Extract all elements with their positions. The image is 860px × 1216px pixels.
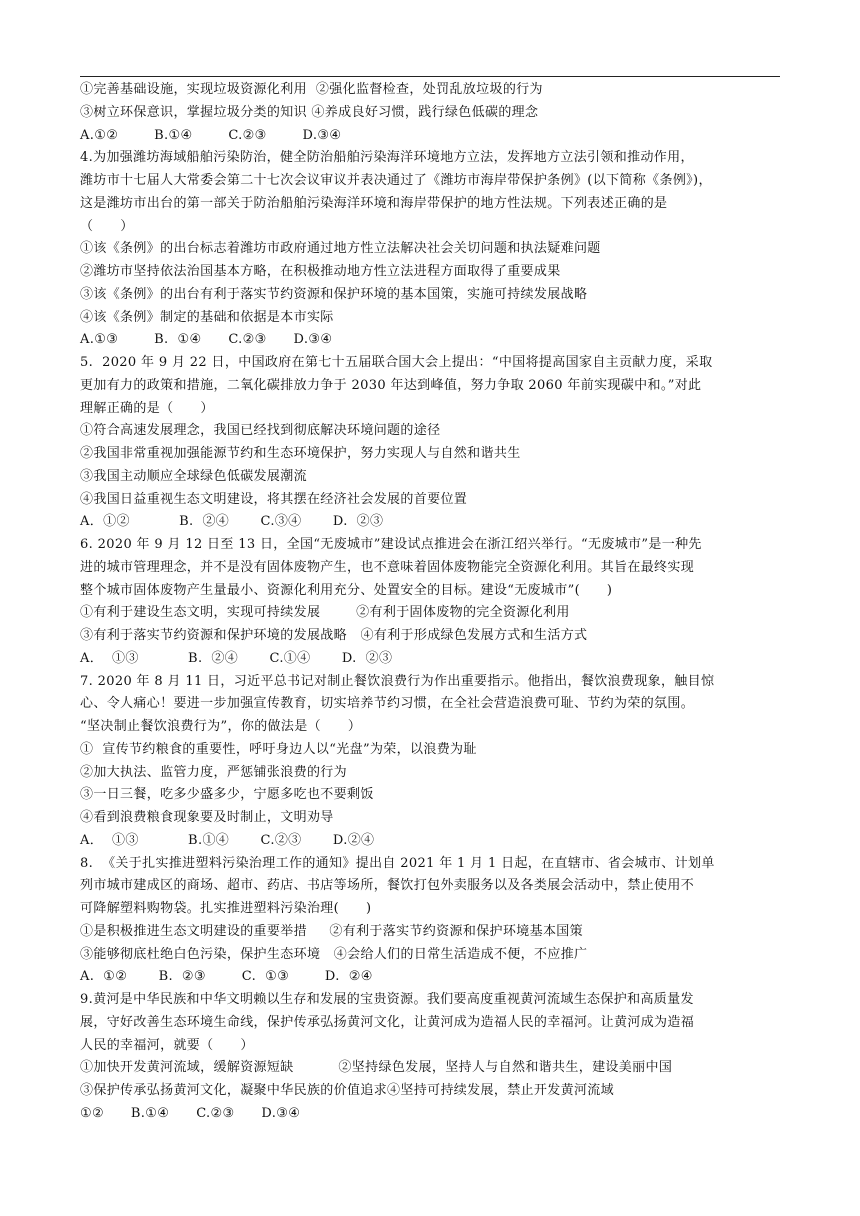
text-line: 4.为加强潍坊海域船舶污染防治，健全防治船舶污染海洋环境地方立法，发挥地方立法引领和推动作用， (80, 150, 694, 166)
text-line: 整个城市固体废物产生量最小、资源化利用充分、处置安全的目标。建设“无废城市”( ) (80, 582, 613, 598)
text-line: ②潍坊市坚持依法治国基本方略，在积极推动地方性立法进程方面取得了重要成果 (80, 264, 561, 279)
text-line: 展，守好改善生态环境生命线，保护传承弘扬黄河文化，让黄河成为造福人民的幸福河。让黄河成为造福 (80, 1014, 695, 1030)
text-line: ③树立环保意识，掌握垃圾分类的知识 ④养成良好习惯，践行绿色低碳的理念 (80, 104, 539, 120)
text-line: ③我国主动顺应全球绿色低碳发展潮流 (80, 468, 307, 484)
text-line: ①完善基础设施，实现垃圾资源化利用 ②强化监督检查，处罚乱放垃圾的行为 (80, 82, 543, 97)
text-line: 理解正确的是（ ） (80, 400, 214, 416)
text-line: 9.黄河是中华民族和中华文明赖以生存和发展的宝贵资源。我们要高度重视黄河流域生态保护和高质量发 (80, 992, 694, 1007)
text-line: ②我国非常重视加强能源节约和生态环境保护，努力实现人与自然和谐共生 (80, 446, 521, 461)
text-line: A.①③ B. ①④ C.②③ D.③④ (80, 332, 333, 348)
text-line: A． ①③ B. ②④ C.①④ D. ②③ (80, 650, 393, 666)
text-line: ④该《条例》制定的基础和依据是本市实际 (80, 309, 334, 325)
text-line: ①有利于建设生态文明，实现可持续发展 ②有利于固体废物的完全资源化利用 (80, 605, 570, 621)
text-line: 更加有力的政策和措施，二氧化碳排放力争于 2030 年达到峰值，努力争取 2060 年前实现碳中和。”对此 (80, 377, 702, 393)
text-line: 8. 《关于扎实推进塑料污染治理工作的通知》提出自 2021 年 1 月 1 日起，在直辖市、省会城市、计划单 (80, 855, 715, 871)
text-line: 进的城市管理理念，并不是没有固体废物产生，也不意味着固体废物能完全资源化利用。其旨在最终实现 (80, 559, 695, 575)
text-line: ④我国日益重视生态文明建设，将其摆在经济社会发展的首要位置 (80, 491, 468, 507)
text-line: 可降解塑料购物袋。扎实推进塑料污染治理( ) (80, 901, 372, 916)
text-line: ③保护传承弘扬黄河文化，凝聚中华民族的价值追求④坚持可持续发展，禁止开发黄河流域 (80, 1083, 615, 1098)
text-line: ① 宣传节约粮食的重要性，呼吁身边人以“光盘”为荣，以浪费为耻 (80, 741, 477, 757)
text-line: ①符合高速发展理念，我国已经找到彻底解决环境问题的途径 (80, 423, 441, 439)
text-line: 潍坊市十七届人大常委会第二十七次会议审议并表决通过了《潍坊市海岸带保护条例》(以下简称《条例》)， (80, 173, 712, 188)
text-line: A． ①③ B.①④ C.②③ D.②④ (80, 832, 375, 848)
text-line: ①是积极推进生态文明建设的重要举措 ②有利于落实节约资源和保护环境基本国策 (80, 923, 584, 939)
text-line: 7. 2020 年 8 月 11 日，习近平总书记对制止餐饮浪费行为作出重要指示。他指出，餐饮浪费现象，触目惊 (80, 673, 715, 689)
text-line: ①该《条例》的出台标志着潍坊市政府通过地方性立法解决社会关切问题和执法疑难问题 (80, 241, 601, 257)
text-line: A．①② B. ②④ C.③④ D. ②③ (80, 514, 384, 530)
text-line: 心、令人痛心！要进一步加强宣传教育，切实培养节约习惯，在全社会营造浪费可耻、节约为荣的氛围。 (80, 696, 695, 712)
text-line: ②加大执法、监管力度，严惩铺张浪费的行为 (80, 764, 348, 780)
text-line: “坚决制止餐饮浪费行为”，你的做法是（ ） (80, 719, 362, 734)
text-line: 5. 2020 年 9 月 22 日，中国政府在第七十五届联合国大会上提出：“中国将提高国家自主贡献力度，采取 (80, 355, 713, 370)
header-rule (80, 76, 780, 77)
text-line: ④看到浪费粮食现象要及时制止，文明劝导 (80, 810, 334, 825)
text-line: 这是潍坊市出台的第一部关于防治船舶污染海洋环境和海岸带保护的地方性法规。下列表述正确的是 (80, 195, 668, 211)
document-body (80, 79, 780, 1126)
text-line: ①加快开发黄河流域，缓解资源短缺 ②坚持绿色发展，坚持人与自然和谐共生，建设美丽中国 (80, 1060, 673, 1076)
text-line: ③该《条例》的出台有利于落实节约资源和保护环境的基本国策，实施可持续发展战略 (80, 286, 588, 302)
text-line: ③有利于落实节约资源和保护环境的发展战略 ④有利于形成绿色发展方式和生活方式 (80, 628, 588, 643)
text-line: ③能够彻底杜绝白色污染，保护生态环境 ④会给人们的日常生活造成不便，不应推广 (80, 946, 588, 962)
text-line: 列市城市建成区的商场、超市、药店、书店等场所，餐饮打包外卖服务以及各类展会活动中，禁止使用不 (80, 878, 695, 894)
text-line: 人民的幸福河，就要（ ） (80, 1037, 254, 1053)
text-line: ①② B.①④ C.②③ D.③④ (80, 1105, 301, 1121)
text-line: A.①② B.①④ C.②③ D.③④ (80, 127, 342, 143)
text-line: ③一日三餐，吃多少盛多少，宁愿多吃也不要剩饭 (80, 787, 374, 803)
text-line: 6. 2020 年 9 月 12 日至 13 日，全国“无废城市”建设试点推进会在浙江绍兴举行。“无废城市”是一种先 (80, 537, 702, 552)
text-line: （ ） (80, 218, 134, 234)
text-line: A. ①② B. ②③ C. ①③ D. ②④ (80, 969, 373, 985)
